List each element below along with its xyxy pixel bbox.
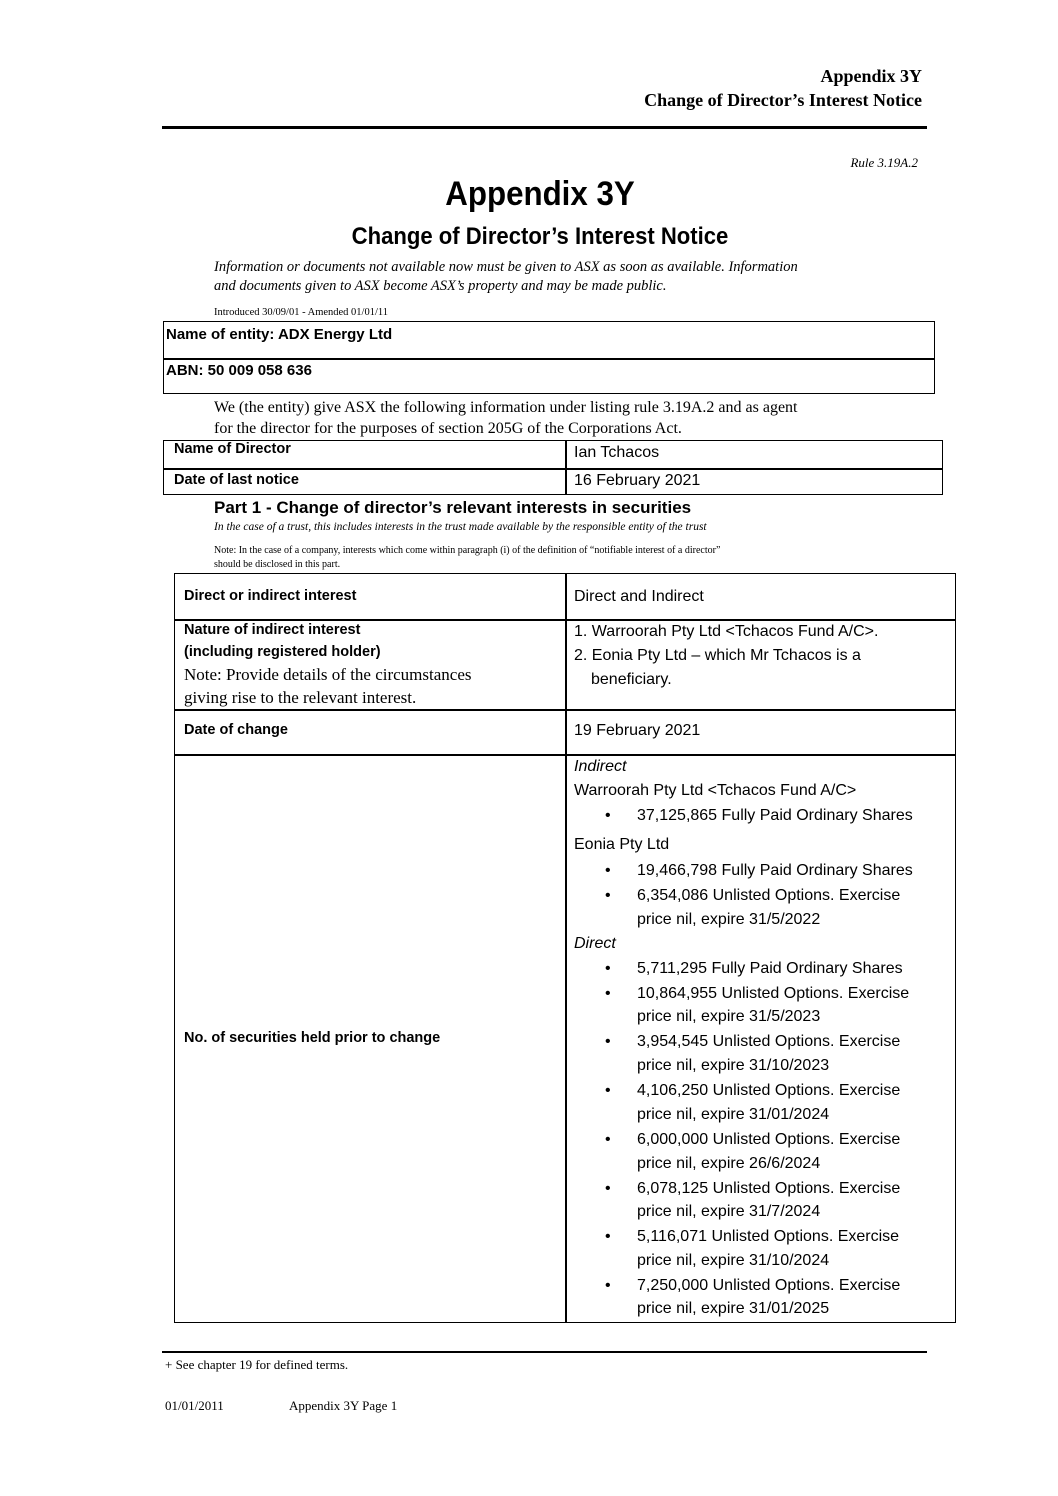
date-of-change-label: Date of change <box>184 722 288 738</box>
part1-trust-note: In the case of a trust, this includes interests in the trust made available by the responsible entity of the trust <box>214 521 707 533</box>
list-item: • 6,000,000 Unlisted Options. Exercise <box>637 1131 900 1149</box>
list-item: • 5,116,071 Unlisted Options. Exercise <box>637 1228 899 1246</box>
list-item-continued: price nil, expire 31/10/2024 <box>637 1252 830 1269</box>
date-of-change-value: 19 February 2021 <box>574 722 701 739</box>
holder-name: Warroorah Pty Ltd <Tchacos Fund A/C> <box>574 782 857 799</box>
list-item: • 3,954,545 Unlisted Options. Exercise <box>637 1033 900 1051</box>
list-item: • 7,250,000 Unlisted Options. Exercise <box>637 1277 900 1295</box>
intro-line: Information or documents not available now must be given to ASX as soon as available. Information <box>214 259 798 275</box>
nature-label: (including registered holder) <box>184 644 381 660</box>
indirect-heading: Indirect <box>574 758 627 775</box>
list-item-continued: price nil, expire 31/01/2024 <box>637 1106 830 1123</box>
intro-text <box>214 258 924 296</box>
nature-note: Note: Provide details of the circumstances <box>184 665 472 684</box>
list-item-continued: price nil, expire 31/10/2023 <box>637 1057 830 1074</box>
list-item: • 19,466,798 Fully Paid Ordinary Shares <box>637 862 913 880</box>
interest-table <box>174 573 956 1323</box>
nature-note: giving rise to the relevant interest. <box>184 688 417 707</box>
list-item: • 5,711,295 Fully Paid Ordinary Shares <box>637 960 903 978</box>
nature-item: 2. Eonia Pty Ltd – which Mr Tchacos is a <box>574 647 861 664</box>
rule-reference: Rule 3.19A.2 <box>850 155 918 170</box>
footer-date: 01/01/2011 <box>165 1398 224 1413</box>
entity-abn: ABN: 50 009 058 636 <box>166 362 312 379</box>
introduced-note: Introduced 30/09/01 - Amended 01/01/11 <box>214 307 388 318</box>
last-notice-value: 16 February 2021 <box>574 472 701 489</box>
list-item: • 10,864,955 Unlisted Options. Exercise <box>637 985 909 1003</box>
nature-item: beneficiary. <box>591 671 672 688</box>
footer-divider <box>162 1351 927 1353</box>
director-name-label: Name of Director <box>174 441 291 457</box>
entity-name: Name of entity: ADX Energy Ltd <box>166 326 393 343</box>
interest-type-value: Direct and Indirect <box>574 588 704 605</box>
list-item: • 4,106,250 Unlisted Options. Exercise <box>637 1082 900 1100</box>
list-item: • 6,078,125 Unlisted Options. Exercise <box>637 1180 900 1198</box>
last-notice-label: Date of last notice <box>174 472 299 488</box>
director-name-value: Ian Tchacos <box>574 444 660 461</box>
list-item-continued: price nil, expire 31/7/2024 <box>637 1203 821 1220</box>
header-subtitle: Change of Director’s Interest Notice <box>644 90 922 110</box>
footer-terms: + See chapter 19 for defined terms. <box>165 1357 349 1372</box>
intro-line: and documents given to ASX become ASX’s property and may be made public. <box>214 278 667 294</box>
part1-company-note: should be disclosed in this part. <box>214 559 341 570</box>
agent-statement <box>214 397 934 439</box>
list-item-continued: price nil, expire 31/01/2025 <box>637 1300 830 1317</box>
list-item: • 37,125,865 Fully Paid Ordinary Shares <box>637 807 913 825</box>
list-item: • 6,354,086 Unlisted Options. Exercise <box>637 887 900 905</box>
agent-line: We (the entity) give ASX the following information under listing rule 3.19A.2 and as agent <box>214 399 798 416</box>
list-item-continued: price nil, expire 31/5/2023 <box>637 1008 821 1025</box>
page-subtitle: Change of Director’s Interest Notice <box>351 223 729 250</box>
header-divider <box>162 126 927 129</box>
list-item-continued: price nil, expire 31/5/2022 <box>637 911 821 928</box>
nature-label: Nature of indirect interest <box>184 622 361 638</box>
footer-page-number: Appendix 3Y Page 1 <box>289 1398 398 1413</box>
part1-company-note: Note: In the case of a company, interests which come within paragraph (i) of the definition of “notifiable interest of a director” <box>214 545 721 556</box>
page-title: Appendix 3Y <box>445 175 635 213</box>
list-item-continued: price nil, expire 26/6/2024 <box>637 1155 821 1172</box>
interest-type-label: Direct or indirect interest <box>184 588 357 604</box>
direct-heading: Direct <box>574 935 616 952</box>
part1-heading: Part 1 - Change of director’s relevant interests in securities <box>214 498 692 517</box>
agent-line: for the director for the purposes of section 205G of the Corporations Act. <box>214 420 682 437</box>
securities-prior-label: No. of securities held prior to change <box>184 1030 441 1046</box>
holder-name: Eonia Pty Ltd <box>574 836 670 853</box>
header-title: Appendix 3Y <box>820 66 922 86</box>
nature-item: 1. Warroorah Pty Ltd <Tchacos Fund A/C>. <box>574 623 879 640</box>
